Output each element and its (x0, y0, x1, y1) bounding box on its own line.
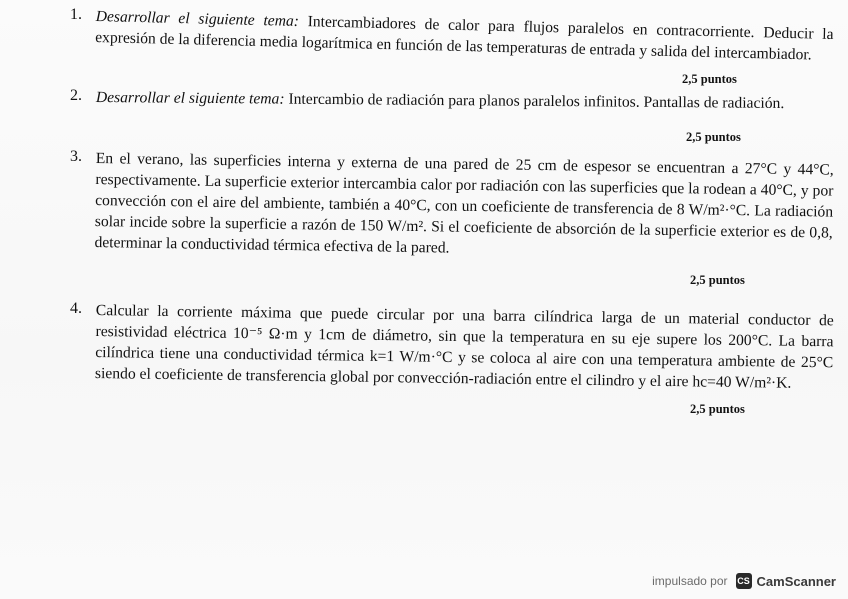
question-points: 2,5 puntos (686, 130, 741, 144)
question-text (95, 6, 834, 66)
question-number: 3. (70, 148, 82, 165)
question-lead: Desarrollar el siguiente tema: (95, 88, 285, 108)
question-body: Intercambiadores de calor para flujos paralelos en contracorriente. Deducir la expresión de la diferencia media logarítmica en función de las temperaturas de entrada y salida del intercambiador. (95, 12, 834, 64)
question-points: 2,5 puntos (690, 273, 745, 287)
question-number: 4. (70, 300, 82, 317)
camscanner-icon: CS (736, 573, 752, 589)
question-text (94, 148, 834, 265)
question-number: 1. (70, 6, 82, 23)
question-lead: Desarrollar el siguiente tema: (95, 7, 300, 30)
question-text (96, 87, 834, 114)
question-text (95, 300, 834, 394)
question-body: Calcular la corriente máxima que puede circular por una barra cilíndrica larga de un material conductor de resistividad eléctrica 10⁻⁵ Ω·m y 1cm de diámetro, sin que la temperatura en su eje supere los 200°C. La barra cilíndrica tiene una conductividad térmica k=1 W/m·°C y se coloca al aire con una temperatura ambiente de 25°C siendo el coeficiente de transferencia global por convección-radiación entre el cilindro y el aire hc=40 W/m²·K. (94, 301, 834, 392)
camscanner-brand-name: CamScanner (756, 573, 836, 589)
question-points: 2,5 puntos (690, 402, 745, 416)
question-points: 2,5 puntos (682, 72, 737, 86)
powered-by-label: impulsado por (652, 574, 728, 588)
question-body: En el verano, las superficies interna y externa de una pared de 25 cm de espesor se encuentran a 27°C y 44°C, respectivamente. La superficie exterior intercambia calor por radiación con las superficies que la rodean a 40°C, y por convección con el aire del ambiente, también a 40°C, con un coeficiente de transferencia de 8 W/m²·°C. La radiación solar incide sobre la superficie a razón de 150 W/m². Si el coeficiente de absorción de la superficie exterior es de 0,8, determinar la conductividad térmica efectiva de la pared. (94, 149, 834, 257)
question-number: 2. (70, 87, 82, 104)
camscanner-watermark (652, 573, 836, 589)
camscanner-logo (736, 573, 836, 589)
question-body: Intercambio de radiación para planos paralelos infinitos. Pantallas de radiación. (284, 90, 785, 113)
